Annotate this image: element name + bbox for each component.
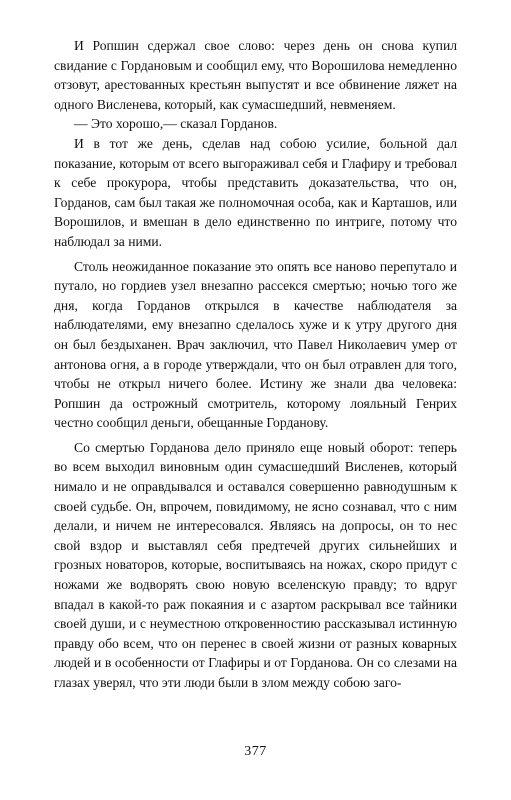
page-body bbox=[54, 36, 457, 693]
paragraph-gordanov-reply: — Это хорошо,— сказал Горданов. bbox=[74, 116, 278, 132]
paragraph-vislenev-case: Со смертью Горданова дело приняло еще новый оборот: теперь во всем выходил виновным один сумасшедший Висленев, который нимало и не оправдывался и оставался совершенно равнодушным к своей судьбе. Он, впрочем, повидимому, не ясно сознавал, что с ним делали, и ничем не интересовался. Являясь на допросы, он то нес свой вздор и выставлял себя предтечей других сильнейших и грозных новаторов, которые, воспитываясь на ножах, скоро придут с ножами же водворять свою новую вселенскую правду; то вдруг впадал в какой-то раж покаяния и с азартом раскрывал все тайники своей души, и с неуместною откровенностию рассказывал истинную правду обо всем, что он перенес в своей жизни от разных коварных людей и в особенности от Глафиры и от Горданова. Он со слезами на глазах уверял, что эти люди были в злом между собою заго- bbox=[54, 439, 457, 690]
paragraph-gordanov-death: Столь неожиданное показание это опять все наново перепутало и путало, но гордиев узел внезапно рассекся смертью; ночью того же дня, когда Горданов открылся в качестве наблюдателя за наблюдателями, ему внезапно сделалось хуже и к утру другого дня он был бездыханен. Врач заключил, что Павел Николаевич умер от антонова огня, а в городе утверждали, что он был отравлен для того, чтобы не открыл ничего более. Истину же знали два человека: Ропшин да острожный смотритель, которому лояльный Генрих честно сообщил деньги, обещанные Горданову. bbox=[54, 258, 457, 431]
paragraph-testimony: И в тот же день, сделав над собою усилие, больной дал показание, которым от всего выгораживал себя и Глафиру и требовал к себе прокурора, чтобы представить доказательства, что он, Горданов, сам был такая же полномочная особа, как и Карташов, или Ворошилов, и вмешан в дело единственно по интриге, потому что наблюдал за ними. bbox=[54, 135, 457, 249]
page-number: 377 bbox=[244, 744, 267, 759]
paragraph-ropshin-promise: И Ропшин сдержал свое слово: через день он снова купил свидание с Гордановым и сообщил ему, что Ворошилова немедленно отзовут, арестованных крестьян выпустят и все обвинение ляжет на одного Висленева, который, как сумасшедший, невменяем. bbox=[54, 38, 457, 112]
